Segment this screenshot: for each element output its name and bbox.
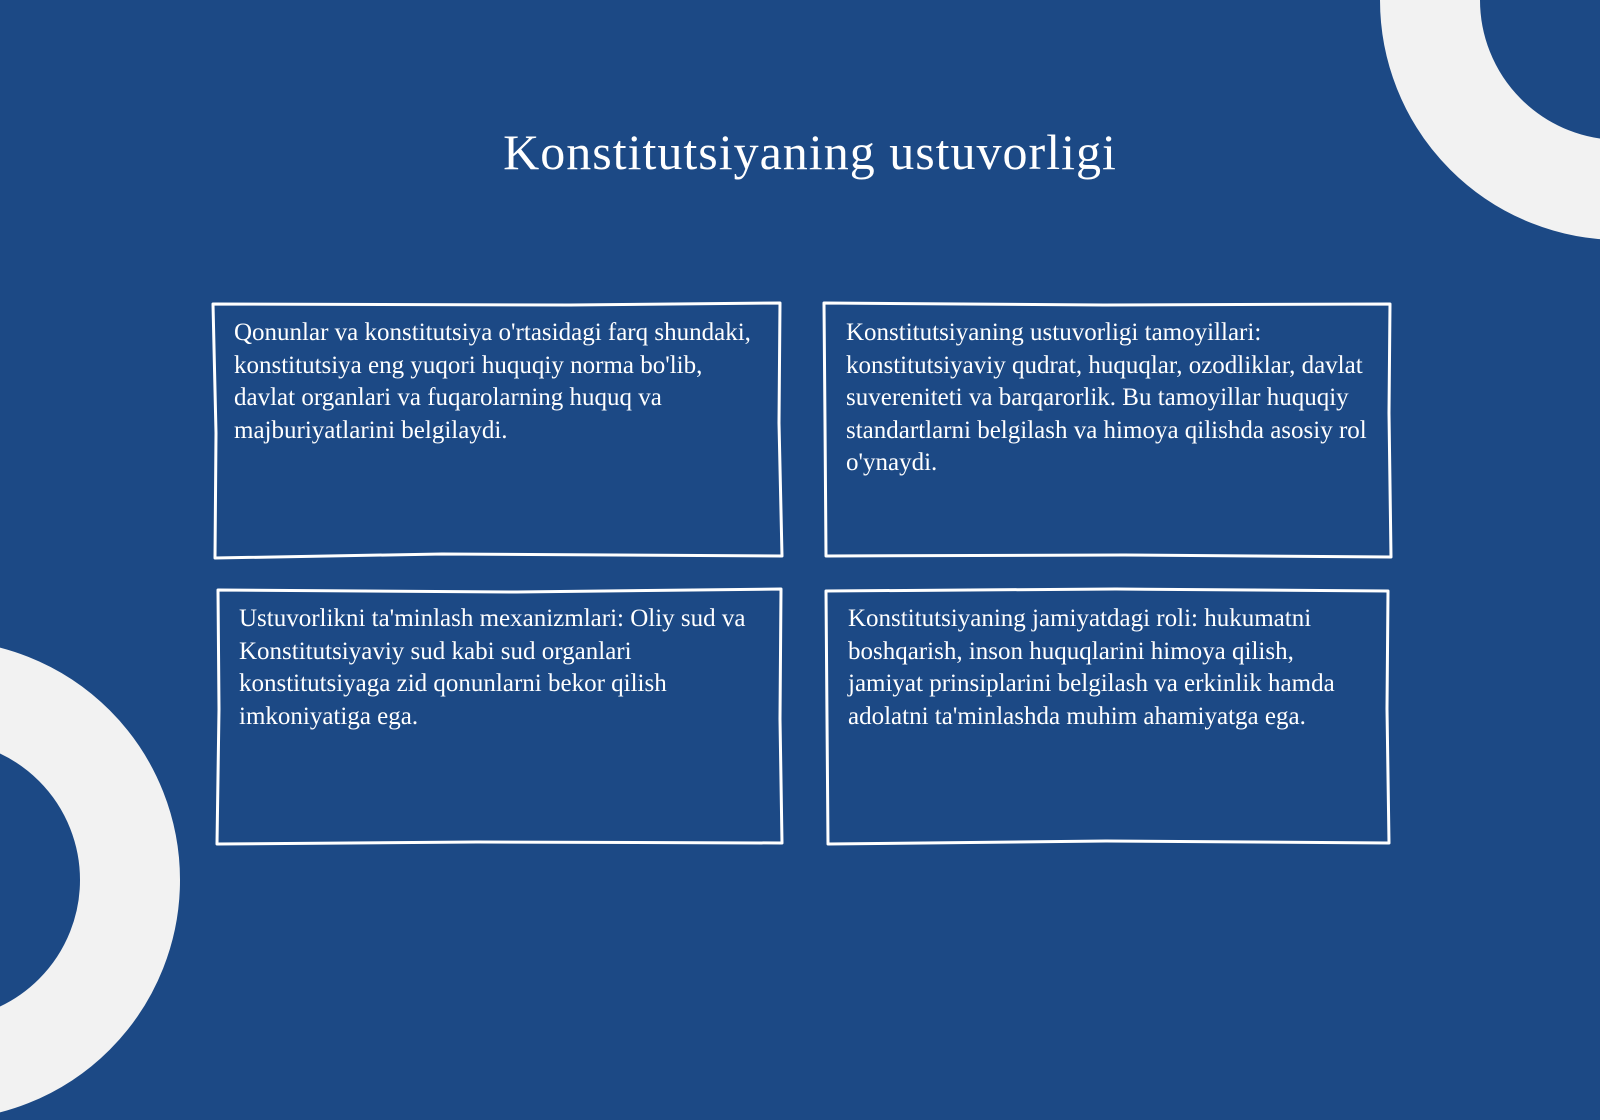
slide-title: Konstitutsiyaning ustuvorligi: [503, 124, 1117, 180]
card-text: Konstitutsiyaning jamiyatdagi roli: hukumatni boshqarish, inson huquqlarini himoya qilish, jamiyat prinsiplarini belgilash va erkinlik hamda adolatni ta'minlashda muhim ahamiyatga ega.: [848, 605, 1335, 730]
info-card-law-vs-constitution: [212, 303, 782, 558]
card-text: Konstitutsiyaning ustuvorligi tamoyillari: konstitutsiyaviy qudrat, huquqlar, ozodliklar, davlat suvereniteti va barqarorlik. Bu tamoyillar huquqiy standartlarni belgilash va himoya qilishda asosiy rol o'ynaydi.: [846, 319, 1367, 476]
info-card-principles: [824, 303, 1392, 558]
decorative-ring-top-right: [1380, 0, 1600, 240]
info-card-societal-role: [826, 589, 1390, 845]
card-text: Qonunlar va konstitutsiya o'rtasidagi farq shundaki, konstitutsiya eng yuqori huquqiy norma bo'lib, davlat organlari va fuqarolarning huquq va majburiyatlarini belgilaydi.: [234, 319, 751, 444]
decorative-ring-bottom-left: [0, 640, 180, 1120]
info-card-mechanisms: [217, 589, 783, 845]
card-text: Ustuvorlikni ta'minlash mexanizmlari: Oliy sud va Konstitutsiyaviy sud kabi sud organlari konstitutsiyaga zid qonunlarni bekor qilish imkoniyatiga ega.: [239, 605, 746, 730]
